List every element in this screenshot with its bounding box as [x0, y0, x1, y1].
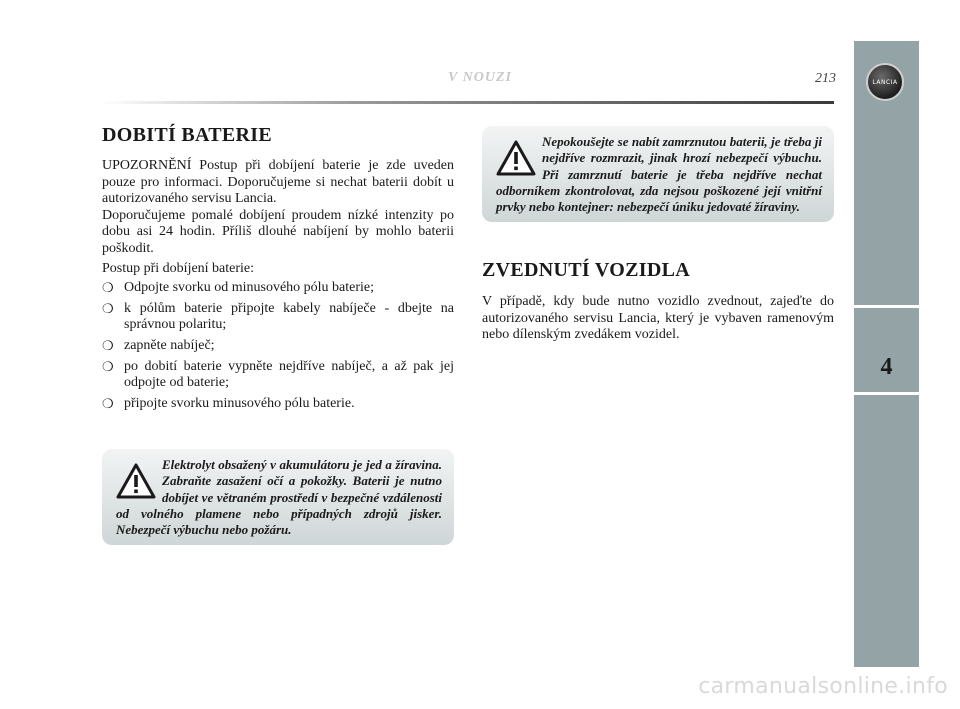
step-text: po dobití baterie vypněte nejdříve nabíječ, a až pak jej odpojte od baterie; — [124, 358, 454, 391]
list-item — [102, 338, 454, 355]
logo-text: LANCIA — [872, 78, 898, 86]
bullet-icon: ❍ — [102, 358, 114, 374]
bullet-icon: ❍ — [102, 300, 114, 316]
list-item — [102, 359, 454, 392]
battery-intro: UPOZORNĚNÍ Postup při dobíjení baterie je zde uveden pouze pro informaci. Doporučujeme si nechat baterii dobít u autorizovaného servisu Lancia. — [102, 158, 454, 207]
list-item — [102, 280, 454, 297]
step-text: zapněte nabíječ; — [124, 337, 215, 353]
procedure-steps — [102, 280, 454, 412]
lancia-logo-icon — [866, 63, 904, 101]
procedure-label: Postup při dobíjení baterie: — [102, 260, 255, 276]
chapter-sidebar — [854, 41, 919, 667]
list-item — [102, 396, 454, 413]
running-header: V NOUZI — [448, 70, 512, 85]
chapter-number: 4 — [880, 354, 893, 380]
sidebar-divider — [854, 305, 919, 308]
header-rule — [100, 101, 834, 104]
sidebar-divider — [854, 392, 919, 395]
warning-text: Elektrolyt obsažený v akumulátoru je jed a žíravina. Zabraňte zasažení očí a pokožky. Baterii je nutno dobíjet ve větraném prostředí v bezpečné vzdálenosti od volného plamene nebo případných zdrojů jisker. Nebezpečí výbuchu nebo požáru. — [116, 457, 442, 538]
watermark: carmanualsonline.info — [698, 674, 948, 699]
battery-paragraph: Doporučujeme pomalé dobíjení proudem nízké intenzity po dobu asi 24 hodin. Příliš dlouhé nabíjení by mohlo baterii poškodit. — [102, 207, 454, 256]
battery-section-body — [102, 158, 454, 416]
list-item — [102, 301, 454, 334]
warning-box-frozen-battery — [482, 126, 834, 222]
warning-triangle-icon — [496, 140, 536, 176]
step-text: k pólům baterie připojte kabely nabíječe - dbejte na správnou polaritu; — [124, 300, 454, 333]
warning-box-electrolyte — [102, 449, 454, 545]
warning-triangle-icon — [116, 463, 156, 499]
section-title-battery: DOBITÍ BATERIE — [102, 124, 272, 146]
page-number: 213 — [815, 71, 836, 86]
step-text: připojte svorku minusového pólu baterie. — [124, 395, 355, 411]
section-title-lifting: ZVEDNUTÍ VOZIDLA — [482, 259, 690, 281]
warning-text: Nepokoušejte se nabít zamrznutou baterii, je třeba ji nejdříve rozmrazit, jinak hrozí nebezpečí výbuchu. Při zamrznutí baterie je třeba nejdříve nechat odborníkem zkontrolovat, zda nejsou poškozené její vnitřní prvky nebo kontejner: nebezpečí úniku jedovaté žíraviny. — [496, 134, 822, 215]
step-text: Odpojte svorku od minusového pólu baterie; — [124, 280, 375, 296]
bullet-icon: ❍ — [102, 395, 114, 411]
bullet-icon: ❍ — [102, 337, 114, 353]
bullet-icon: ❍ — [102, 280, 114, 296]
lifting-text: V případě, kdy bude nutno vozidlo zvednout, zajeďte do autorizovaného servisu Lancia, který je vybaven ramenovým nebo dílenským zvedákem vozidel. — [482, 294, 834, 343]
